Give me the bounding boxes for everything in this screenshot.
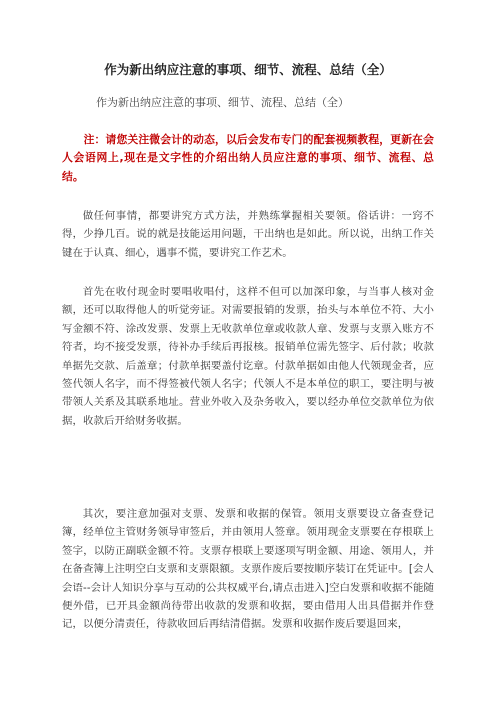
body-paragraph-3: 其次，要注意加强对支票、发票和收据的保管。领用支票要设立备查登记簿，经单位主管财务领导审签后，并由领用人签章。领用现金支票要在存根联上签字，以防正副联金额不符。支票存根联上要逐项写明金额、用途、领用人，并在备查簿上注明空白支票和支票限额。支票作废后要按顺序装订在凭证中。[会人会语--会计人知识分享与互动的公共权威平台,请点击进入]空白发票和收据不能随便外借，已开具金额尚待带出收款的发票和收据，要由借用人出具借据并作登记，以便分清责任，待款收回后再结清借据。发票和收据作废后要退回来， — [62, 508, 434, 631]
notice-paragraph: 注：请您关注微会计的动态，以后会发布专门的配套视频教程，更新在会人会语网上,现在是文字性的介绍出纳人员应注意的事项、细节、流程、总结。 — [62, 133, 434, 183]
body-paragraph-1: 做任何事情，都要讲究方式方法，并熟练掌握相关要领。俗话讲：一窍不得，少挣几百。说的就是技能运用问题，干出纳也是如此。所以说，出纳工作关键在于认真、细心，遇事不慌，要讲究工作艺术。 — [62, 210, 434, 259]
document-subtitle: 作为新出纳应注意的事项、细节、流程、总结（全） — [96, 96, 349, 109]
document-title: 作为新出纳应注意的事项、细节、流程、总结（全） — [104, 62, 392, 77]
body-paragraph-2: 首先在收付现金时要唱收唱付，这样不但可以加深印象，与当事人核对金额，还可以取得他人的听觉旁证。对需要报销的发票，抬头与本单位不符、大小写金额不符、涂改发票、发票上无收款单位章或收款人章、发票与支票入账方不符者，均不接受发票，待补办手续后再报核。报销单位需先签字、后付款；收款单据先交款、后盖章；付款单据要盖付讫章。付款单据如由他人代领现金者，应签代领人名字，而不得签被代领人名字；代领人不是本单位的职工，要注明与被带领人关系及其联系地址。营业外收入及杂务收入，要以经办单位交款单位为依据，收款后开给财务收据。 — [62, 286, 434, 427]
document-page — [62, 0, 434, 702]
